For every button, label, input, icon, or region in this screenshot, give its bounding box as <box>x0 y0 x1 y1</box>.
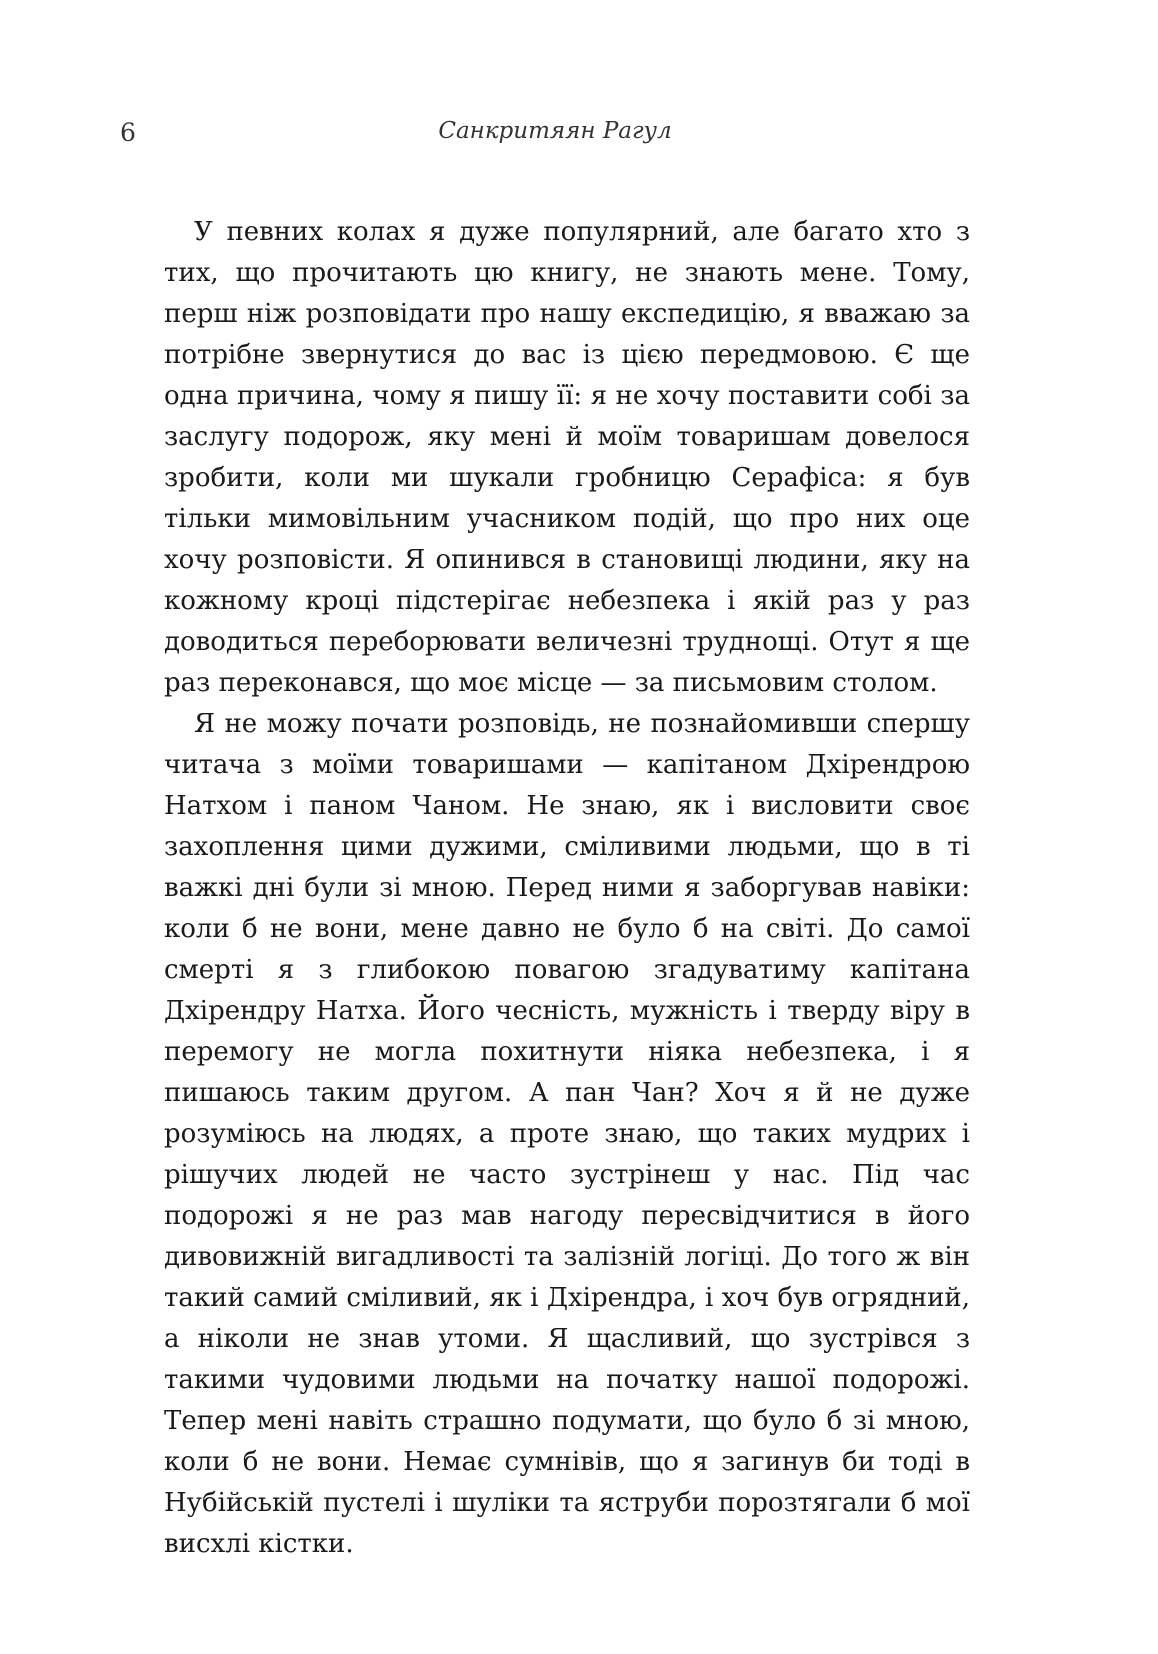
paragraph: У певних колах я дуже популярний, але багато хто з тих, що прочитають цю книгу, не знають мене. Тому, перш ніж розповідати про нашу експедицію, я вважаю за потрібне звернутися до вас із цією передмовою. Є ще одна причина, чому я пишу її: я не хочу поставити собі за заслугу подорож, яку мені й моїм товаришам довелося зробити, коли ми шукали гробницю Серафіса: я був тільки мимовільним учасником подій, що про них оце хочу розповісти. Я опинився в становищі людини, яку на кожному кроці підстерігає небезпека і якій раз у раз доводиться переборювати величезні труднощі. Отут я ще раз переконався, що моє місце — за письмовим столом. <box>164 217 970 698</box>
book-author: Санкритяян Рагул <box>438 118 672 144</box>
page-number: 6 <box>120 118 136 147</box>
running-head <box>120 118 990 150</box>
paragraph: Я не можу почати розповідь, не познайомивши спершу читача з моїми товаришами — капітаном Дхірендрою Натхом і паном Чаном. Не знаю, як і висловити своє захоплення цими дужими, сміливими людьми, що в ті важкі дні були зі мною. Перед ними я заборгував навіки: коли б не вони, мене давно не було б на світі. До самої смерті я з глибокою повагою згадуватиму капітана Дхірендру Натха. Його чесність, мужність і тверду віру в перемогу не могла похитнути ніяка небезпека, і я пишаюсь таким другом. А пан Чан? Хоч я й не дуже розуміюсь на людях, а проте знаю, що таких мудрих і рішучих людей не часто зустрінеш у нас. Під час подорожі я не раз мав нагоду пересвідчитися в його дивовижній вигадливості та залізній логіці. До того ж він такий самий сміливий, як і Дхірендра, і хоч був огрядний, а ніколи не знав утоми. Я щасливий, що зустрівся з такими чудовими людьми на початку нашої подорожі. Тепер мені навіть страшно подумати, що було б зі мною, коли б не вони. Немає сумнівів, що я загинув би тоді в Нубійській пустелі і шуліки та яструби порозтягали б мої висхлі кістки. <box>164 709 970 1559</box>
body-text <box>164 212 970 1565</box>
